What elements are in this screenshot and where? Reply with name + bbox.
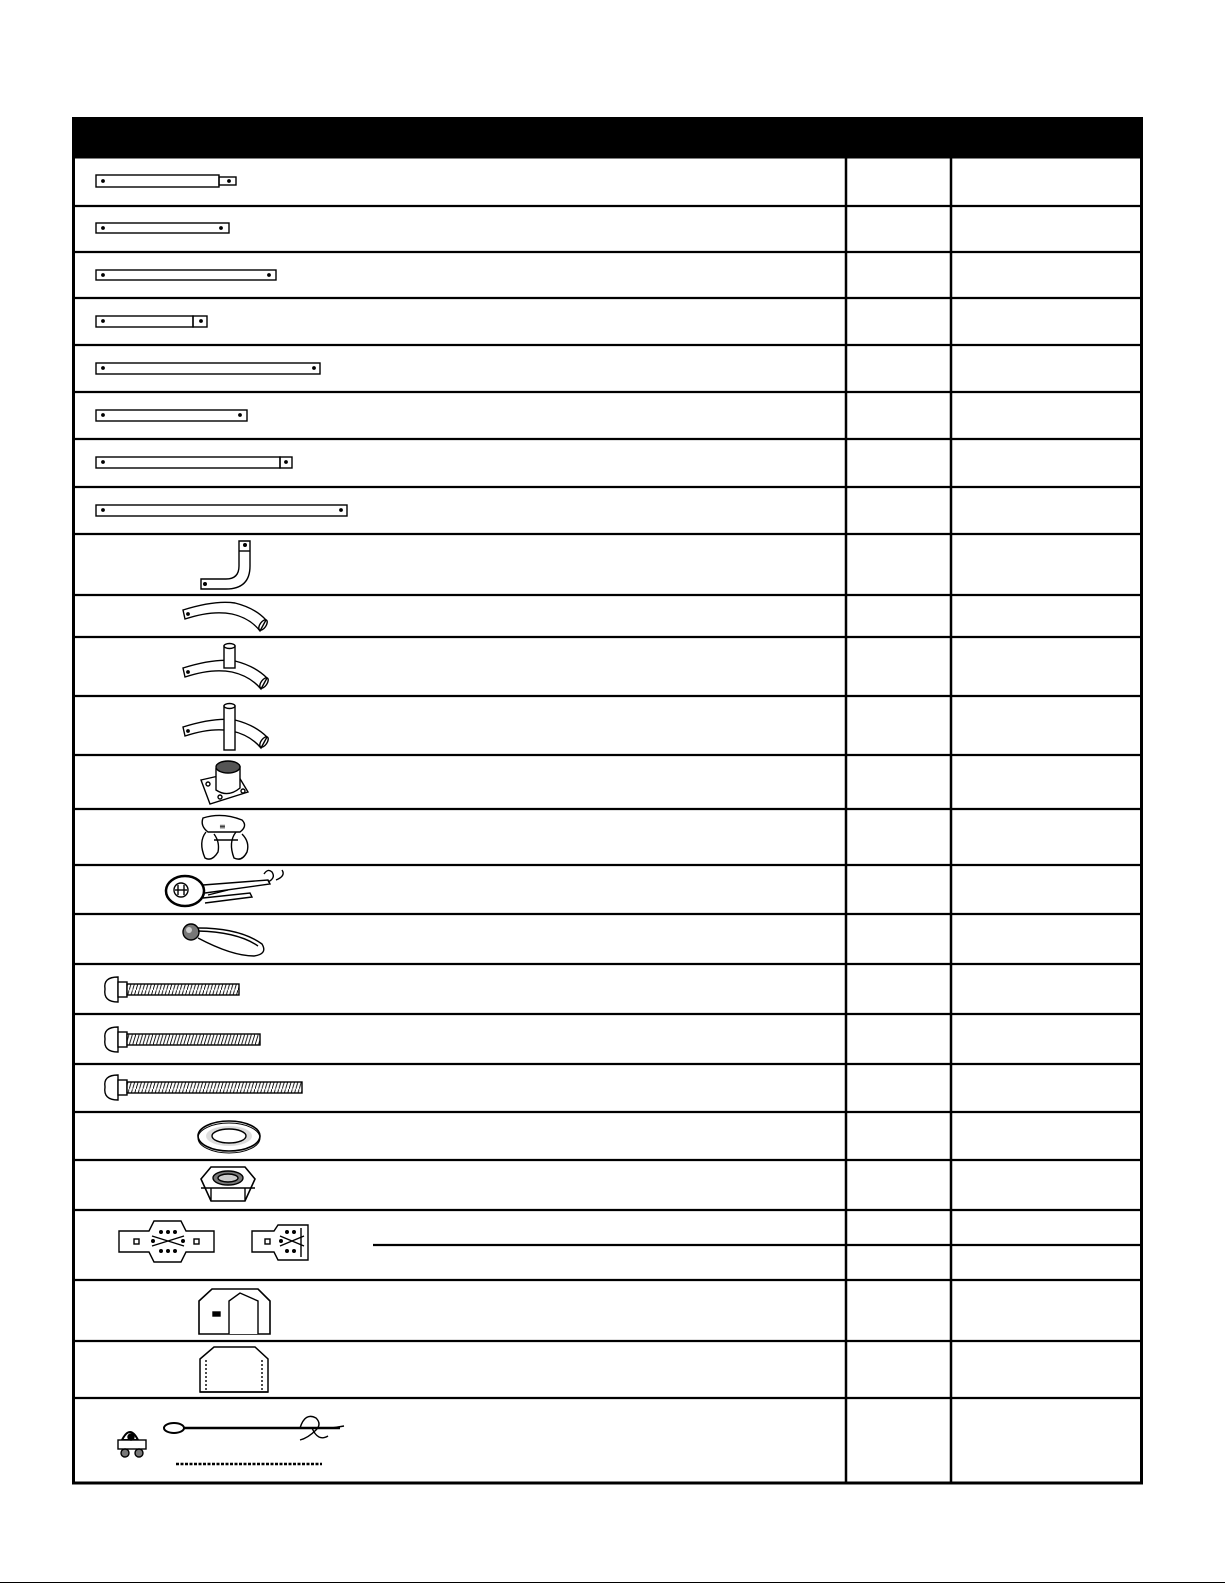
tube-swaged-icon (96, 316, 207, 327)
curved-tee-cross-icon (183, 704, 270, 751)
page-bottom-rule (0, 1582, 1225, 1583)
tube-swaged-icon (96, 457, 292, 468)
tube-swaged-icon (96, 175, 236, 187)
ball-bungee-icon (183, 924, 264, 956)
part-drawings (96, 175, 347, 1464)
carriage-bolt-icon (105, 977, 239, 1002)
carriage-bolt-icon (105, 1027, 260, 1052)
carriage-bolt-icon (105, 1075, 302, 1100)
tube-straight-icon (96, 505, 347, 516)
elbow-tube-icon (201, 541, 250, 589)
anchor-kit-icon (118, 1416, 344, 1464)
washer-icon (198, 1121, 260, 1153)
row-dividers (74, 206, 1141, 1398)
end-panel-flat-icon (200, 1347, 268, 1392)
tube-straight-icon (96, 363, 320, 374)
connector-plate-icon (252, 1225, 308, 1260)
tube-straight-icon (96, 223, 229, 233)
ratchet-strap-icon (166, 870, 283, 906)
connector-plate-icon (119, 1221, 214, 1262)
curved-tee-icon (183, 644, 270, 690)
end-panel-icon (199, 1289, 270, 1334)
svg-text:≡: ≡ (219, 822, 226, 831)
curved-tube-icon (183, 602, 269, 631)
parts-table (72, 117, 1143, 1483)
table-header-bar (72, 117, 1143, 157)
foot-plate-icon (201, 761, 248, 804)
tube-straight-icon (96, 270, 276, 280)
hex-nut-icon (201, 1167, 255, 1201)
tube-straight-icon (96, 410, 247, 421)
tension-clamp-icon (202, 815, 248, 859)
